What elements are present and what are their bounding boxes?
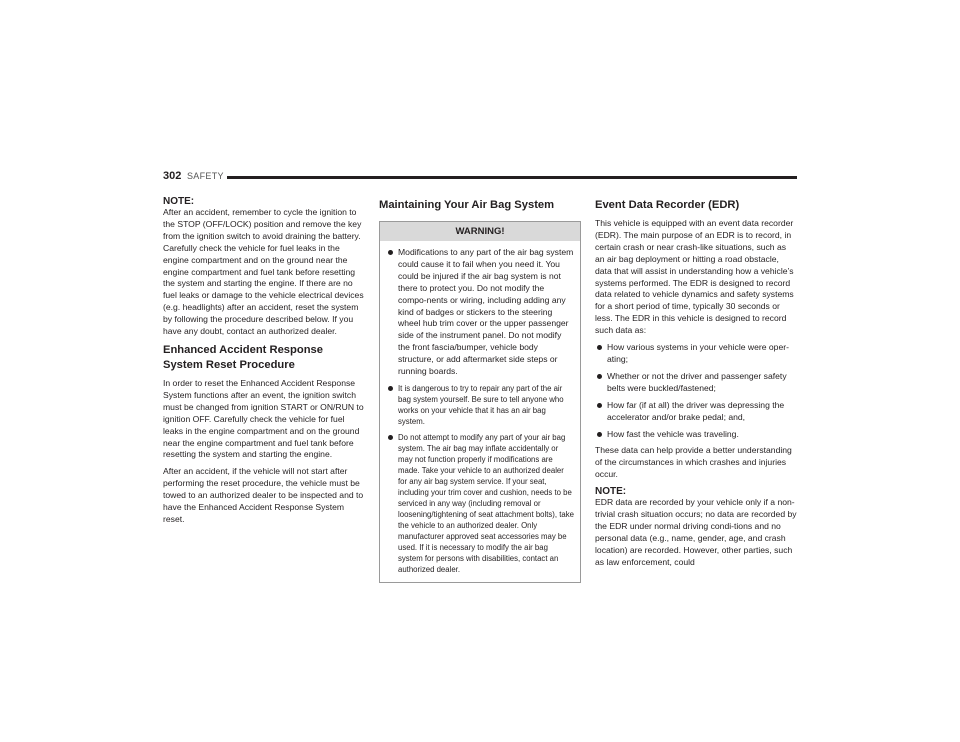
reset-paragraph-2: After an accident, if the vehicle will not start after performing the reset procedure, the vehicle must be towed to an authorized dealer to be inspected and to have the Enhanced Accident Response System reset.	[163, 466, 364, 524]
warning-item	[386, 432, 574, 575]
warning-title: WARNING!	[380, 222, 580, 241]
bullet-icon	[597, 403, 602, 408]
note-label: NOTE:	[163, 196, 195, 207]
edr-bullet	[595, 429, 797, 441]
warning-item-text: Do not attempt to modify any part of your air bag system. The air bag may inflate accidentally or may not function properly if modifications are made. Take your vehicle to an authorized dealer for any air bag system service. If your seat, including your trim cover and cushion, needs to be serviced in any way (including removal or loosening/tightening of seat attachment bolts), take the vehicle to an authorized dealer. Only manufacturer approved seat accessories may be used. If it is necessary to modify the air bag system for persons with disabilities, contact an authorized dealer.	[398, 432, 574, 574]
bullet-icon	[388, 250, 393, 255]
note-text: After an accident, remember to cycle the ignition to the STOP (OFF/LOCK) position and remove the key from the ignition switch to avoid draining the battery. Carefully check the vehicle for fuel leaks in the engine compartment and on the ground near the engine compartment and fuel tank before resetting the system and starting the engine. If there are no fuel leaks or damage to the vehicle electrical devices (e.g. headlights) after an accident, reset the system by following the procedure described below. If you have any doubt, contact an authorized dealer.	[163, 207, 364, 337]
page-number: 302	[163, 170, 182, 182]
edr-paragraph-2: These data can help provide a better understanding of the circumstances in which crashes and injuries occur.	[595, 445, 792, 480]
edr-bullet	[595, 342, 797, 366]
edr-note-label: NOTE:	[595, 486, 627, 498]
bullet-icon	[388, 386, 393, 391]
airbag-heading: Maintaining Your Air Bag System	[379, 199, 555, 211]
warning-item	[386, 383, 574, 427]
edr-bullet-text: Whether or not the driver and passenger safety belts were buckled/fastened;	[607, 370, 787, 393]
warning-list	[380, 241, 580, 582]
column-middle	[379, 194, 581, 583]
bullet-icon	[388, 435, 393, 440]
bullet-icon	[597, 345, 602, 350]
warning-item	[386, 247, 574, 378]
warning-item-text: Modifications to any part of the air bag system could cause it to fail when you need it. You could be injured if the air bag system is not there to protect you. Do not modify the compo-nents or wiring, including adding any kind of badges or stickers to the steering wheel hub trim cover or the upper passenger side of the instrument panel. Do not modify the front fascia/bumper, vehicle body structure, or add aftermarket side steps or running boards.	[398, 247, 574, 377]
bullet-icon	[597, 432, 602, 437]
bullet-icon	[597, 374, 602, 379]
warning-item-text: It is dangerous to try to repair any part of the air bag system yourself. Be sure to tell anyone who works on your vehicle that it has an air bag system.	[398, 383, 564, 426]
edr-bullet-list	[595, 342, 797, 440]
edr-intro: This vehicle is equipped with an event data recorder (EDR). The main purpose of an EDR is to record, in certain crash or near crash-like situations, such as an air bag deployment or hitting a road obstacle, data that will assist in understanding how a vehicle’s systems performed. The EDR is designed to record data related to vehicle dynamics and safety systems for a short period of time, typically 30 seconds or less. The EDR in this vehicle is designed to record such data as:	[595, 218, 794, 336]
column-right	[595, 194, 797, 574]
edr-heading: Event Data Recorder (EDR)	[595, 199, 740, 211]
reset-paragraph-1: In order to reset the Enhanced Accident Response System functions after an event, the ignition switch must be changed from ignition START or ON/RUN to ignition OFF. Carefully check the vehicle for fuel leaks in the engine compartment and on the ground near the engine compartment and fuel tank before resetting the system and starting the engine.	[163, 377, 364, 460]
edr-bullet	[595, 371, 797, 395]
warning-box	[379, 221, 581, 583]
reset-procedure-heading: Enhanced Accident Response System Reset Procedure	[163, 343, 323, 371]
edr-bullet-text: How various systems in your vehicle were oper-ating;	[607, 342, 789, 364]
section-title: SAFETY	[187, 171, 224, 181]
page-header	[163, 170, 797, 186]
edr-bullet-text: How fast the vehicle was traveling.	[607, 428, 739, 439]
edr-bullet-text: How far (if at all) the driver was depressing the accelerator and/or brake pedal; and,	[607, 399, 785, 422]
edr-note-text: EDR data are recorded by your vehicle only if a non-trivial crash situation occurs; no data are recorded by the EDR under normal driving condi-tions and no personal data (e.g., name, gender, age, and crash location) are recorded. However, other parties, such as law enforcement, could	[595, 497, 797, 567]
header-rule	[227, 176, 797, 179]
column-left	[163, 194, 365, 531]
edr-bullet	[595, 400, 797, 424]
